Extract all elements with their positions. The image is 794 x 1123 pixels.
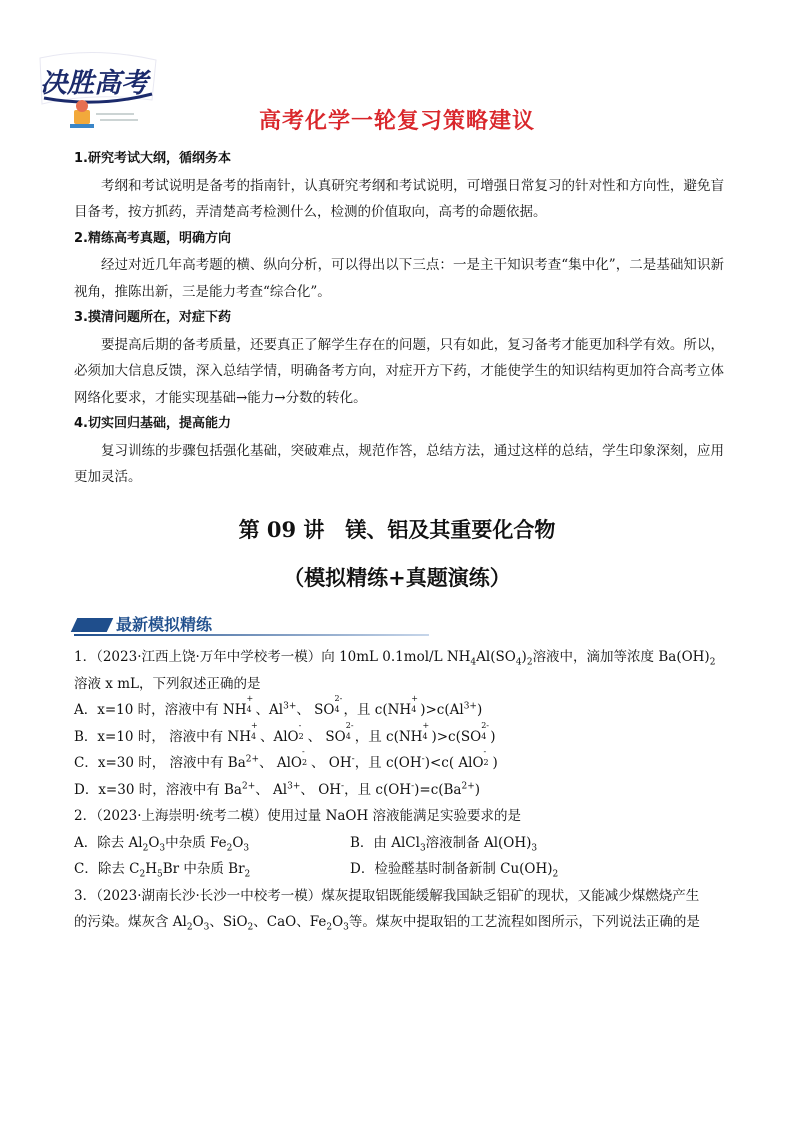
question-1-option-a: A．x=10 时，溶液中有 NH + 4 、$Al^{3+}$、 SO 2- 4 ，且 c(NH + 4 )$>c(Al^{3+})$	[74, 694, 483, 718]
section-body: 经过对近几年高考题的横、纵向分析，可以得出以下三点：一是主干知识考查“集中化”，二是基础知识新视角，推陈出新，三是能力考查“综合化”。	[74, 257, 724, 300]
section-body: 要提高后期的备考质量，还要真正了解学生存在的问题，只有如此，复习备考才能更加科学有效。所以，必须加大信息反馈，深入总结学情，明确备考方向，对症开方下药，才能使学生的知识结构更加符合高考立体网络化要求，才能实现基础→能力→分数的转化。	[74, 336, 724, 406]
section-heading: 3.摸清问题所在，对症下药	[74, 310, 231, 325]
lecture-title: 第 09 讲 镁、铝及其重要化合物	[238, 517, 556, 542]
question-2-options-row-1	[74, 830, 724, 857]
question-1-stem: 1．（2023·江西上饶·万年中学校考一模）向 10mL 0.1mol/L $NH_4Al(SO_4)_2$溶液中，滴加等浓度 $Ba(OH)_2$溶液 x mL，下列叙述正确的是	[74, 649, 716, 692]
section-body: 考纲和考试说明是备考的指南针，认真研究考纲和考试说明，可增强日常复习的针对性和方向性，避免盲目备考，按方抓药，弄清楚高考检测什么，检测的价值取向，高考的命题依据。	[74, 177, 724, 220]
strategy-sections	[74, 146, 724, 491]
question-2-option-c: C．除去 $C_2H_5Br$ 中杂质 $Br_2$	[74, 861, 251, 880]
banner-underline	[74, 634, 429, 636]
banner-label: 最新模拟精练	[116, 615, 213, 634]
question-2-option-b: B．由 AlCl$_3$溶液制备 $Al(OH)_3$	[350, 834, 538, 854]
section-heading: 2.精练高考真题，明确方向	[74, 230, 231, 246]
question-2-stem: 2．（2023·上海崇明·统考二模）使用过量 NaOH 溶液能满足实验要求的是	[74, 808, 522, 824]
section-heading: 4.切实回归基础，提高能力	[74, 416, 231, 431]
main-title: 高考化学一轮复习策略建议	[258, 109, 535, 134]
section-banner	[74, 612, 429, 636]
question-1-option-d: D．x=30 时，溶液中有 $Ba^{2+}$、 $Al^{3+}$、 OH-，且 $c(OH^-)=c(Ba^{2+})$	[74, 781, 481, 798]
question-1-option-b: B．x=10 时， 溶液中有 NH + 4 、AlO - 2 、 SO 2- 4 ，且 c(NH + 4 )>c(SO 2- 4 )	[74, 720, 496, 745]
question-2-options-row-2	[74, 856, 724, 883]
section-body: 复习训练的步骤包括强化基础，突破难点，规范作答，总结方法，通过这样的总结，学生印象深刻，应用更加灵活。	[74, 442, 724, 485]
lecture-subtitle: （模拟精练+真题演练）	[283, 565, 511, 590]
question-1-option-c: C．x=30 时， 溶液中有 $Ba^{2+}$、 AlO - 2 、 OH-，且 c(OH-)<c( AlO - 2 )	[74, 747, 498, 771]
question-3-stem-line-1: 3．（2023·湖南长沙·长沙一中校考一模）煤灰提取铝既能缓解我国缺乏铝矿的现状，又能减少煤燃烧产生	[74, 887, 700, 904]
question-2-option-d: D．检验醛基时制备新制 $Cu(OH)_2$	[350, 861, 559, 880]
question-3-stem-line-2: 的污染。煤灰含 $Al_2O_3$、SiO$_2$、CaO、$Fe_2O_3$等。煤灰中提取铝的工艺流程如图所示，下列说法正确的是	[74, 914, 700, 933]
banner-accent	[71, 618, 114, 632]
section-heading: 1.研究考试大纲，循纲务本	[74, 151, 231, 166]
logo-text: 决胜高考	[40, 68, 148, 99]
question-2-option-a: A．除去 $Al_2O_3$中杂质 $Fe_2O_3$	[74, 834, 250, 854]
question-list	[74, 644, 724, 936]
